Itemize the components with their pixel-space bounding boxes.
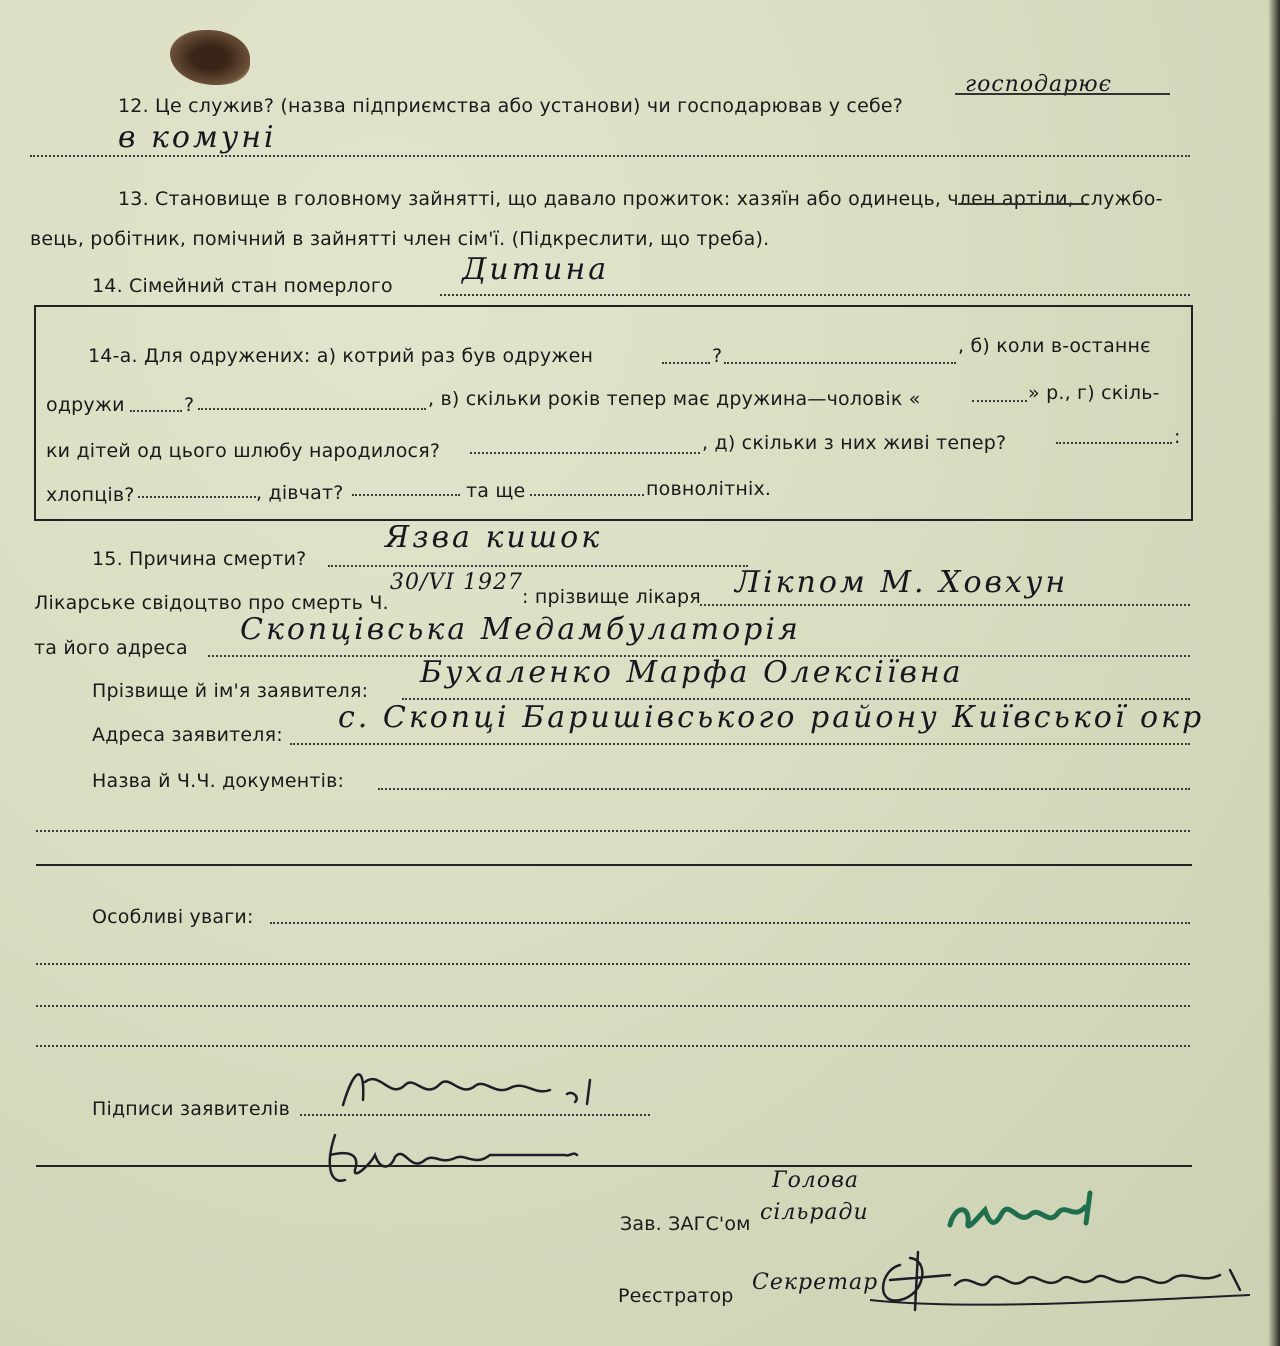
q14a-line4-a: хлопців? bbox=[46, 484, 135, 506]
q15-fill-line bbox=[328, 565, 748, 567]
zags-annotation-2: сільради bbox=[760, 1200, 869, 1225]
cert-number: 30/VI 1927 bbox=[390, 570, 523, 595]
notes-fill-line-2 bbox=[36, 963, 1190, 965]
q13-line-2: вець, робітник, помічний в зайнятті член сім'ї. (Підкреслити, що треба). bbox=[30, 228, 770, 250]
page-edge-shadow bbox=[1268, 0, 1280, 1346]
cert-doctor-label: : прізвище лікаря bbox=[522, 586, 701, 608]
applicant-name-label: Прізвище й ім'я заявителя: bbox=[92, 680, 369, 702]
registrar-signature bbox=[860, 1240, 1260, 1320]
q12-answer-underline bbox=[955, 93, 1170, 95]
applicant-address-fill-line bbox=[290, 743, 1190, 745]
q15-label: 15. Причина смерти? bbox=[92, 548, 307, 570]
doctor-address-label: та його адреса bbox=[34, 637, 188, 659]
q14-answer: Дитина bbox=[462, 252, 610, 287]
section-divider bbox=[36, 864, 1192, 866]
q12-fill-line bbox=[30, 155, 1190, 157]
signatures-label: Підписи заявителів bbox=[92, 1098, 291, 1120]
q15-answer: Язва кишок bbox=[385, 520, 603, 555]
registrar-label: Реєстратор bbox=[618, 1285, 734, 1307]
q13-underline-member bbox=[958, 203, 1088, 205]
notes-fill-line-3 bbox=[36, 1005, 1190, 1007]
q12-answer-1: господарює bbox=[965, 72, 1112, 97]
q14a-line1-b: , б) коли в-останнє bbox=[958, 335, 1151, 357]
documents-fill-line-2 bbox=[36, 830, 1190, 832]
zags-green-signature bbox=[940, 1185, 1110, 1245]
q14a-line4-dots-1 bbox=[138, 496, 256, 498]
q14a-line4-c: та ще bbox=[466, 480, 526, 502]
applicant-address-value: с. Скопці Баришівського району Київської окр bbox=[338, 700, 1205, 735]
q14a-line4-b: , дівчат? bbox=[256, 482, 344, 504]
notes-label: Особливі уваги: bbox=[92, 906, 254, 928]
applicant-address-label: Адреса заявителя: bbox=[92, 724, 283, 746]
q14a-line1-dots-1 bbox=[662, 362, 710, 364]
q14a-line2-a: одружи bbox=[46, 394, 125, 416]
q14a-line2-dots-2 bbox=[198, 408, 426, 410]
notes-fill-line-4 bbox=[36, 1045, 1190, 1047]
q14a-line1-a: 14-а. Для одружених: а) котрий раз був одружен bbox=[88, 345, 594, 367]
notes-fill-line-1 bbox=[270, 922, 1190, 924]
q14a-line3-dots-1 bbox=[470, 452, 700, 454]
q14a-line2-q: ? bbox=[184, 394, 195, 416]
documents-label: Назва й Ч.Ч. документів: bbox=[92, 770, 345, 792]
q14a-line3-dots-2 bbox=[1056, 442, 1172, 444]
zags-label: Зав. ЗАГС'ом bbox=[620, 1213, 751, 1235]
q14-label: 14. Сімейний стан померлого bbox=[92, 275, 393, 297]
q14a-line4-d: повнолітніх. bbox=[646, 478, 772, 500]
q14-fill-line bbox=[440, 294, 1190, 296]
applicant-signature-1 bbox=[335, 1060, 635, 1120]
q14a-line3-a: ки дітей од цього шлюбу народилося? bbox=[46, 440, 441, 462]
q12-label: 12. Це служив? (назва підприємства або установи) чи господарював у себе? bbox=[118, 95, 904, 117]
registrar-annotation: Секретар bbox=[752, 1270, 879, 1295]
q14a-line2-b: , в) скільки років тепер має дружина—чоловік « bbox=[428, 388, 921, 410]
q14a-line4-dots-3 bbox=[530, 494, 644, 496]
cert-label: Лікарське свідоцтво про смерть Ч. bbox=[34, 592, 389, 614]
ink-stain bbox=[170, 30, 250, 85]
zags-annotation-1: Голова bbox=[772, 1168, 859, 1193]
q13-line-1: 13. Становище в головному зайнятті, що давало прожиток: хазяїн або одинець, член артіли, службо- bbox=[118, 188, 1163, 210]
q12-answer-2: в комуні bbox=[118, 120, 277, 155]
q14a-line4-dots-2 bbox=[352, 494, 460, 496]
signatures-divider bbox=[36, 1165, 1192, 1167]
q14a-line2-dots-1 bbox=[130, 410, 182, 412]
documents-fill-line-1 bbox=[378, 788, 1190, 790]
doctor-address-value: Скопцівська Медамбулаторія bbox=[240, 612, 801, 647]
applicant-name-value: Бухаленко Марфа Олексіївна bbox=[420, 655, 964, 690]
applicant-signature-2 bbox=[315, 1125, 595, 1195]
q14a-line3-c: : bbox=[1174, 426, 1181, 448]
cert-doctor-fill-line bbox=[700, 604, 1190, 606]
q14a-line2-c: » р., г) скіль- bbox=[1028, 382, 1160, 404]
q14a-line2-dots-3 bbox=[972, 400, 1027, 402]
cert-doctor-name: Лікпом М. Ховхун bbox=[735, 565, 1069, 600]
q14a-line1-q: ? bbox=[712, 345, 723, 367]
q14a-line1-dots-2 bbox=[724, 362, 956, 364]
q14a-line3-b: , д) скільки з них живі тепер? bbox=[702, 432, 1007, 454]
